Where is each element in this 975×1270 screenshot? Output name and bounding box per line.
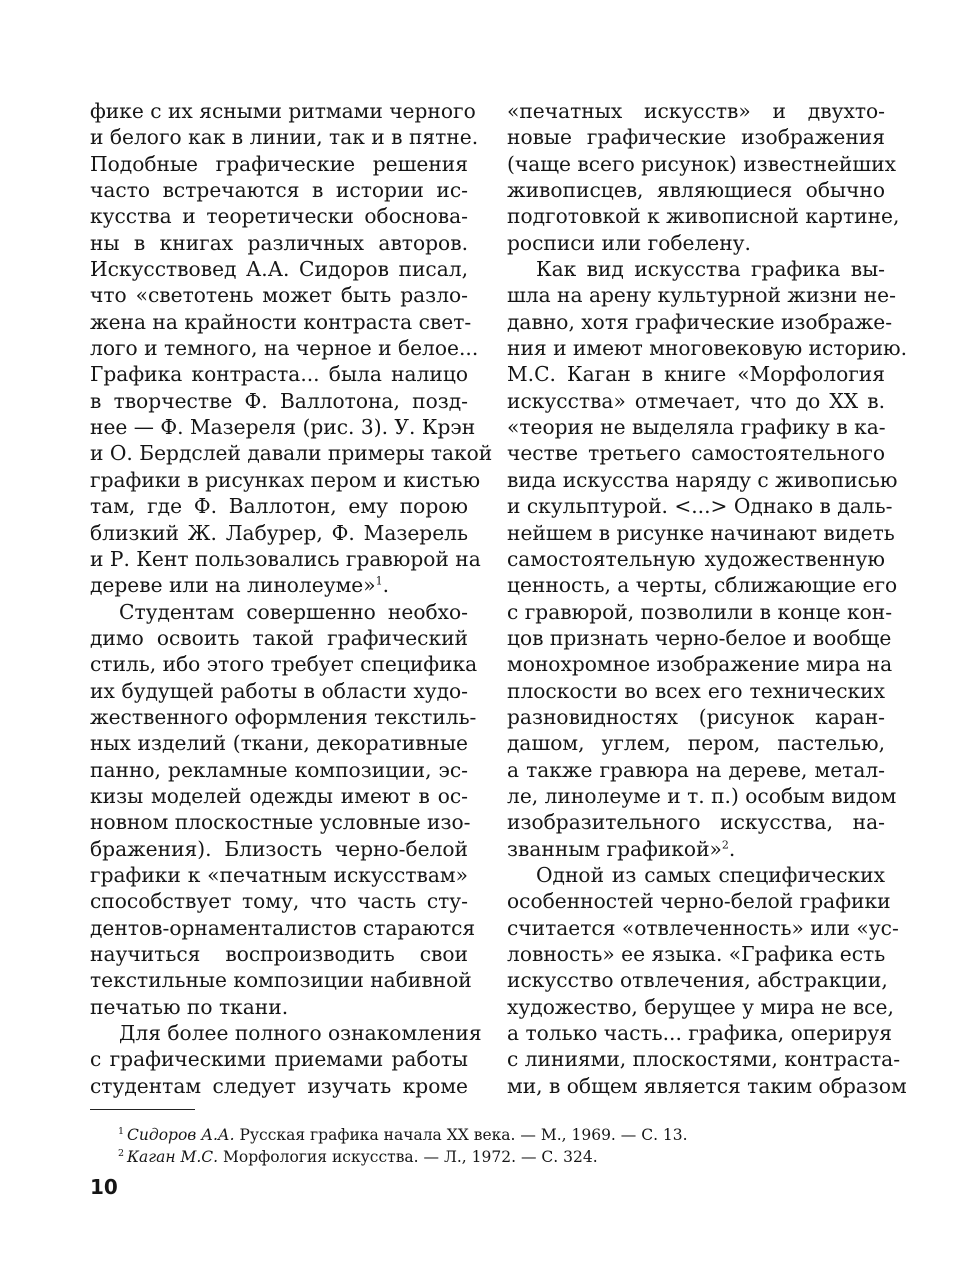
line-text: дентов-орнаменталистов стараются xyxy=(90,915,476,940)
line-text: их будущей работы в области худо- xyxy=(90,678,468,703)
line-text: панно, рекламные композиции, эс- xyxy=(90,757,468,782)
text-line xyxy=(90,730,468,756)
text-line xyxy=(90,414,476,440)
text-line xyxy=(507,757,885,783)
text-line xyxy=(90,546,481,572)
line-text: и О. Бердслей давали примеры такой xyxy=(90,441,493,466)
line-text: Подобные графические решения xyxy=(90,151,468,176)
text-line xyxy=(90,651,478,677)
footnote-reference-mark: 1 xyxy=(375,574,383,588)
line-text: там, где Ф. Валлотон, ему порою xyxy=(90,494,468,519)
line-text: стиль, ибо этого требует специфика xyxy=(90,652,478,677)
text-line xyxy=(507,1073,907,1099)
line-text: ны в книгах различных авторов. xyxy=(90,230,468,255)
text-line xyxy=(507,888,891,914)
text-line xyxy=(507,783,897,809)
line-text: давно, хотя графические изображе- xyxy=(507,309,893,334)
line-text: ценность, а черты, сближающие его xyxy=(507,573,898,598)
text-line xyxy=(90,493,468,519)
text-line xyxy=(507,941,885,967)
line-text: кизы моделей одежды имеют в ос- xyxy=(90,783,468,808)
line-text: самостоятельную художественную xyxy=(507,546,885,571)
line-text: монохромное изображение мира на xyxy=(507,652,893,677)
line-text: способствует тому, что часть сту- xyxy=(90,889,468,914)
line-text: вида искусства наряду с живописью xyxy=(507,467,898,492)
text-line xyxy=(90,941,468,967)
line-text: димо освоить такой графический xyxy=(90,625,468,650)
text-line xyxy=(90,888,468,914)
page-number: 10 xyxy=(90,1175,118,1199)
line-text: ловность» ее языка. «Графика есть xyxy=(507,942,886,966)
line-text: ми, в общем является таким образом xyxy=(507,1073,907,1098)
text-line xyxy=(507,651,893,677)
text-line xyxy=(507,836,885,862)
footnote-2 xyxy=(118,1146,688,1168)
footnote-reference-mark: 2 xyxy=(721,837,729,851)
footnotes xyxy=(118,1124,688,1168)
text-line xyxy=(90,467,481,493)
text-line xyxy=(507,177,885,203)
line-text: с гравюрой, позволили в конце кон- xyxy=(507,599,893,624)
line-text: научиться воспроизводить свои xyxy=(90,942,468,966)
text-line xyxy=(507,967,888,993)
text-line xyxy=(507,625,892,651)
text-line xyxy=(507,862,885,888)
line-text: ле, линолеуме и т. п.) особым видом xyxy=(507,783,897,808)
footnote-separator xyxy=(90,1109,195,1110)
line-text: званным графикой» xyxy=(507,836,722,861)
line-text: кусства и теоретически обоснова- xyxy=(90,204,468,229)
footnote-author: Каган М.С. xyxy=(127,1148,219,1166)
line-text: искусство отвлечения, абстракции, xyxy=(507,968,888,993)
line-text: ния и имеют многовековую историю. xyxy=(507,336,908,361)
text-line xyxy=(507,678,885,704)
text-line xyxy=(507,520,895,546)
line-text: бражения). Близость черно-белой xyxy=(90,836,468,861)
footnote-author: Сидоров А.А. xyxy=(127,1126,235,1144)
line-text: жена на крайности контраста свет- xyxy=(90,309,472,334)
text-line xyxy=(90,967,472,993)
text-line xyxy=(507,572,898,598)
line-text: и скульптурой. <...> Однако в даль- xyxy=(507,494,893,519)
text-line xyxy=(90,1073,468,1099)
text-line xyxy=(507,1046,901,1072)
trailing-punctuation: . xyxy=(382,573,389,598)
text-line xyxy=(507,124,885,150)
text-line xyxy=(90,625,468,651)
text-line xyxy=(507,230,885,256)
line-text: плоскости во всех его технических xyxy=(507,678,885,703)
text-line xyxy=(90,836,468,862)
text-line xyxy=(90,177,468,203)
line-text: нее — Ф. Мазереля (рис. 3). У. Крэн xyxy=(90,415,476,440)
line-text: лого и темного, на черное и белое... xyxy=(90,336,479,361)
text-line xyxy=(507,203,900,229)
footnote-reference: Русская графика начала XX века. — М., 1969. — С. 13. xyxy=(234,1126,688,1144)
line-text: росписи или гобелену. xyxy=(507,230,751,255)
line-text: считается «отвлеченность» или «ус- xyxy=(507,915,899,940)
text-line xyxy=(507,361,885,387)
line-text: честве третьего самостоятельного xyxy=(507,441,885,466)
line-text: дашом, углем, пером, пастелью, xyxy=(507,731,885,756)
text-line xyxy=(90,440,493,466)
line-text: фике с их ясными ритмами черного xyxy=(90,99,476,123)
text-line xyxy=(90,1020,482,1046)
line-text: «печатных искусств» и двухто- xyxy=(507,99,885,123)
text-line xyxy=(90,203,468,229)
line-text: графики к «печатным искусствам» xyxy=(90,862,468,887)
line-text: подготовкой к живописной картине, xyxy=(507,204,900,229)
text-line xyxy=(90,704,477,730)
text-line xyxy=(507,493,893,519)
text-line xyxy=(507,704,885,730)
line-text: печатью по ткани. xyxy=(90,994,289,1019)
line-text: с линиями, плоскостями, контраста- xyxy=(507,1047,901,1072)
line-text: художество, берущее у мира не все, xyxy=(507,994,894,1019)
line-text: в творчестве Ф. Валлотона, позд- xyxy=(90,388,468,413)
line-text: близкий Ж. Лабурер, Ф. Мазерель xyxy=(90,520,468,545)
text-line xyxy=(507,1020,893,1046)
text-line xyxy=(90,862,468,888)
line-text: живописцев, являющиеся обычно xyxy=(507,178,885,203)
line-text: «теория не выделяла графику в ка- xyxy=(507,415,886,440)
text-column-right xyxy=(507,98,908,1099)
text-line xyxy=(507,467,898,493)
text-line xyxy=(90,282,468,308)
footnote-reference: Морфология искусства. — Л., 1972. — С. 324. xyxy=(218,1148,598,1166)
line-text: ных изделий (ткани, декоративные xyxy=(90,731,468,756)
text-line xyxy=(507,440,885,466)
text-line xyxy=(90,915,476,941)
text-line xyxy=(90,361,468,387)
text-line xyxy=(507,309,893,335)
text-line xyxy=(507,282,896,308)
line-text: дереве или на линолеуме» xyxy=(90,573,376,598)
line-text: часто встречаются в истории ис- xyxy=(90,178,468,203)
line-text: Искусствовед А.А. Сидоров писал, xyxy=(90,257,468,282)
line-text: а только часть... графика, оперируя xyxy=(507,1021,893,1046)
text-line xyxy=(507,915,899,941)
footnote-mark: 1 xyxy=(118,1125,125,1137)
text-line xyxy=(90,309,472,335)
line-text: новые графические изображения xyxy=(507,125,885,150)
text-line xyxy=(90,98,476,124)
line-text: особенностей черно-белой графики xyxy=(507,889,891,914)
line-text: новном плоскостные условные изо- xyxy=(90,810,471,835)
line-text: студентам следует изучать кроме xyxy=(90,1073,468,1098)
text-line xyxy=(90,230,468,256)
text-line xyxy=(90,757,468,783)
line-text: (чаще всего рисунок) известнейших xyxy=(507,151,896,176)
text-line xyxy=(507,414,885,440)
text-line xyxy=(90,124,479,150)
text-line xyxy=(90,783,468,809)
line-text: жественного оформления текстиль- xyxy=(90,704,477,729)
line-text: с графическими приемами работы xyxy=(90,1047,468,1072)
line-text: искусства» отмечает, что до XX в. xyxy=(507,388,885,413)
text-line xyxy=(90,678,468,704)
text-line xyxy=(507,256,885,282)
text-line xyxy=(90,335,479,361)
text-line xyxy=(507,994,894,1020)
line-text: изобразительного искусства, на- xyxy=(507,810,885,835)
line-text: Графика контраста... была налицо xyxy=(90,362,468,387)
line-text: текстильные композиции набивной xyxy=(90,968,472,993)
text-line xyxy=(90,572,468,598)
line-text: и Р. Кент пользовались гравюрой на xyxy=(90,546,481,571)
line-text: графики в рисунках пером и кистью xyxy=(90,467,481,492)
text-line xyxy=(507,546,885,572)
footnote-mark: 2 xyxy=(118,1147,125,1159)
line-text: Как вид искусства графика вы- xyxy=(536,257,885,282)
text-line xyxy=(507,730,885,756)
line-text: цов признать черно-белое и вообще xyxy=(507,625,892,650)
trailing-punctuation: . xyxy=(728,836,736,861)
text-line xyxy=(507,809,885,835)
text-column-left xyxy=(90,98,493,1099)
line-text: разновидностях (рисунок каран- xyxy=(507,704,885,729)
line-text: а также гравюра на дереве, метал- xyxy=(507,757,885,782)
line-text: Одной из самых специфических xyxy=(536,862,885,887)
text-line xyxy=(507,151,896,177)
text-line xyxy=(90,1046,468,1072)
text-line xyxy=(90,256,468,282)
line-text: М.С. Каган в книге «Морфология xyxy=(507,362,885,387)
text-line xyxy=(90,599,468,625)
text-line xyxy=(507,335,908,361)
text-line xyxy=(90,809,471,835)
text-line xyxy=(507,599,893,625)
line-text: Студентам совершенно необхо- xyxy=(119,599,468,624)
text-line xyxy=(507,98,885,124)
line-text: шла на арену культурной жизни не- xyxy=(507,283,896,308)
text-line xyxy=(90,994,468,1020)
line-text: Для более полного ознакомления xyxy=(119,1021,482,1046)
footnote-1 xyxy=(118,1124,688,1146)
line-text: что «светотень может быть разло- xyxy=(90,283,468,308)
text-line xyxy=(507,388,885,414)
line-text: и белого как в линии, так и в пятне. xyxy=(90,125,479,150)
text-line xyxy=(90,151,468,177)
text-line xyxy=(90,520,468,546)
text-line xyxy=(90,388,468,414)
line-text: нейшем в рисунке начинают видеть xyxy=(507,520,895,545)
